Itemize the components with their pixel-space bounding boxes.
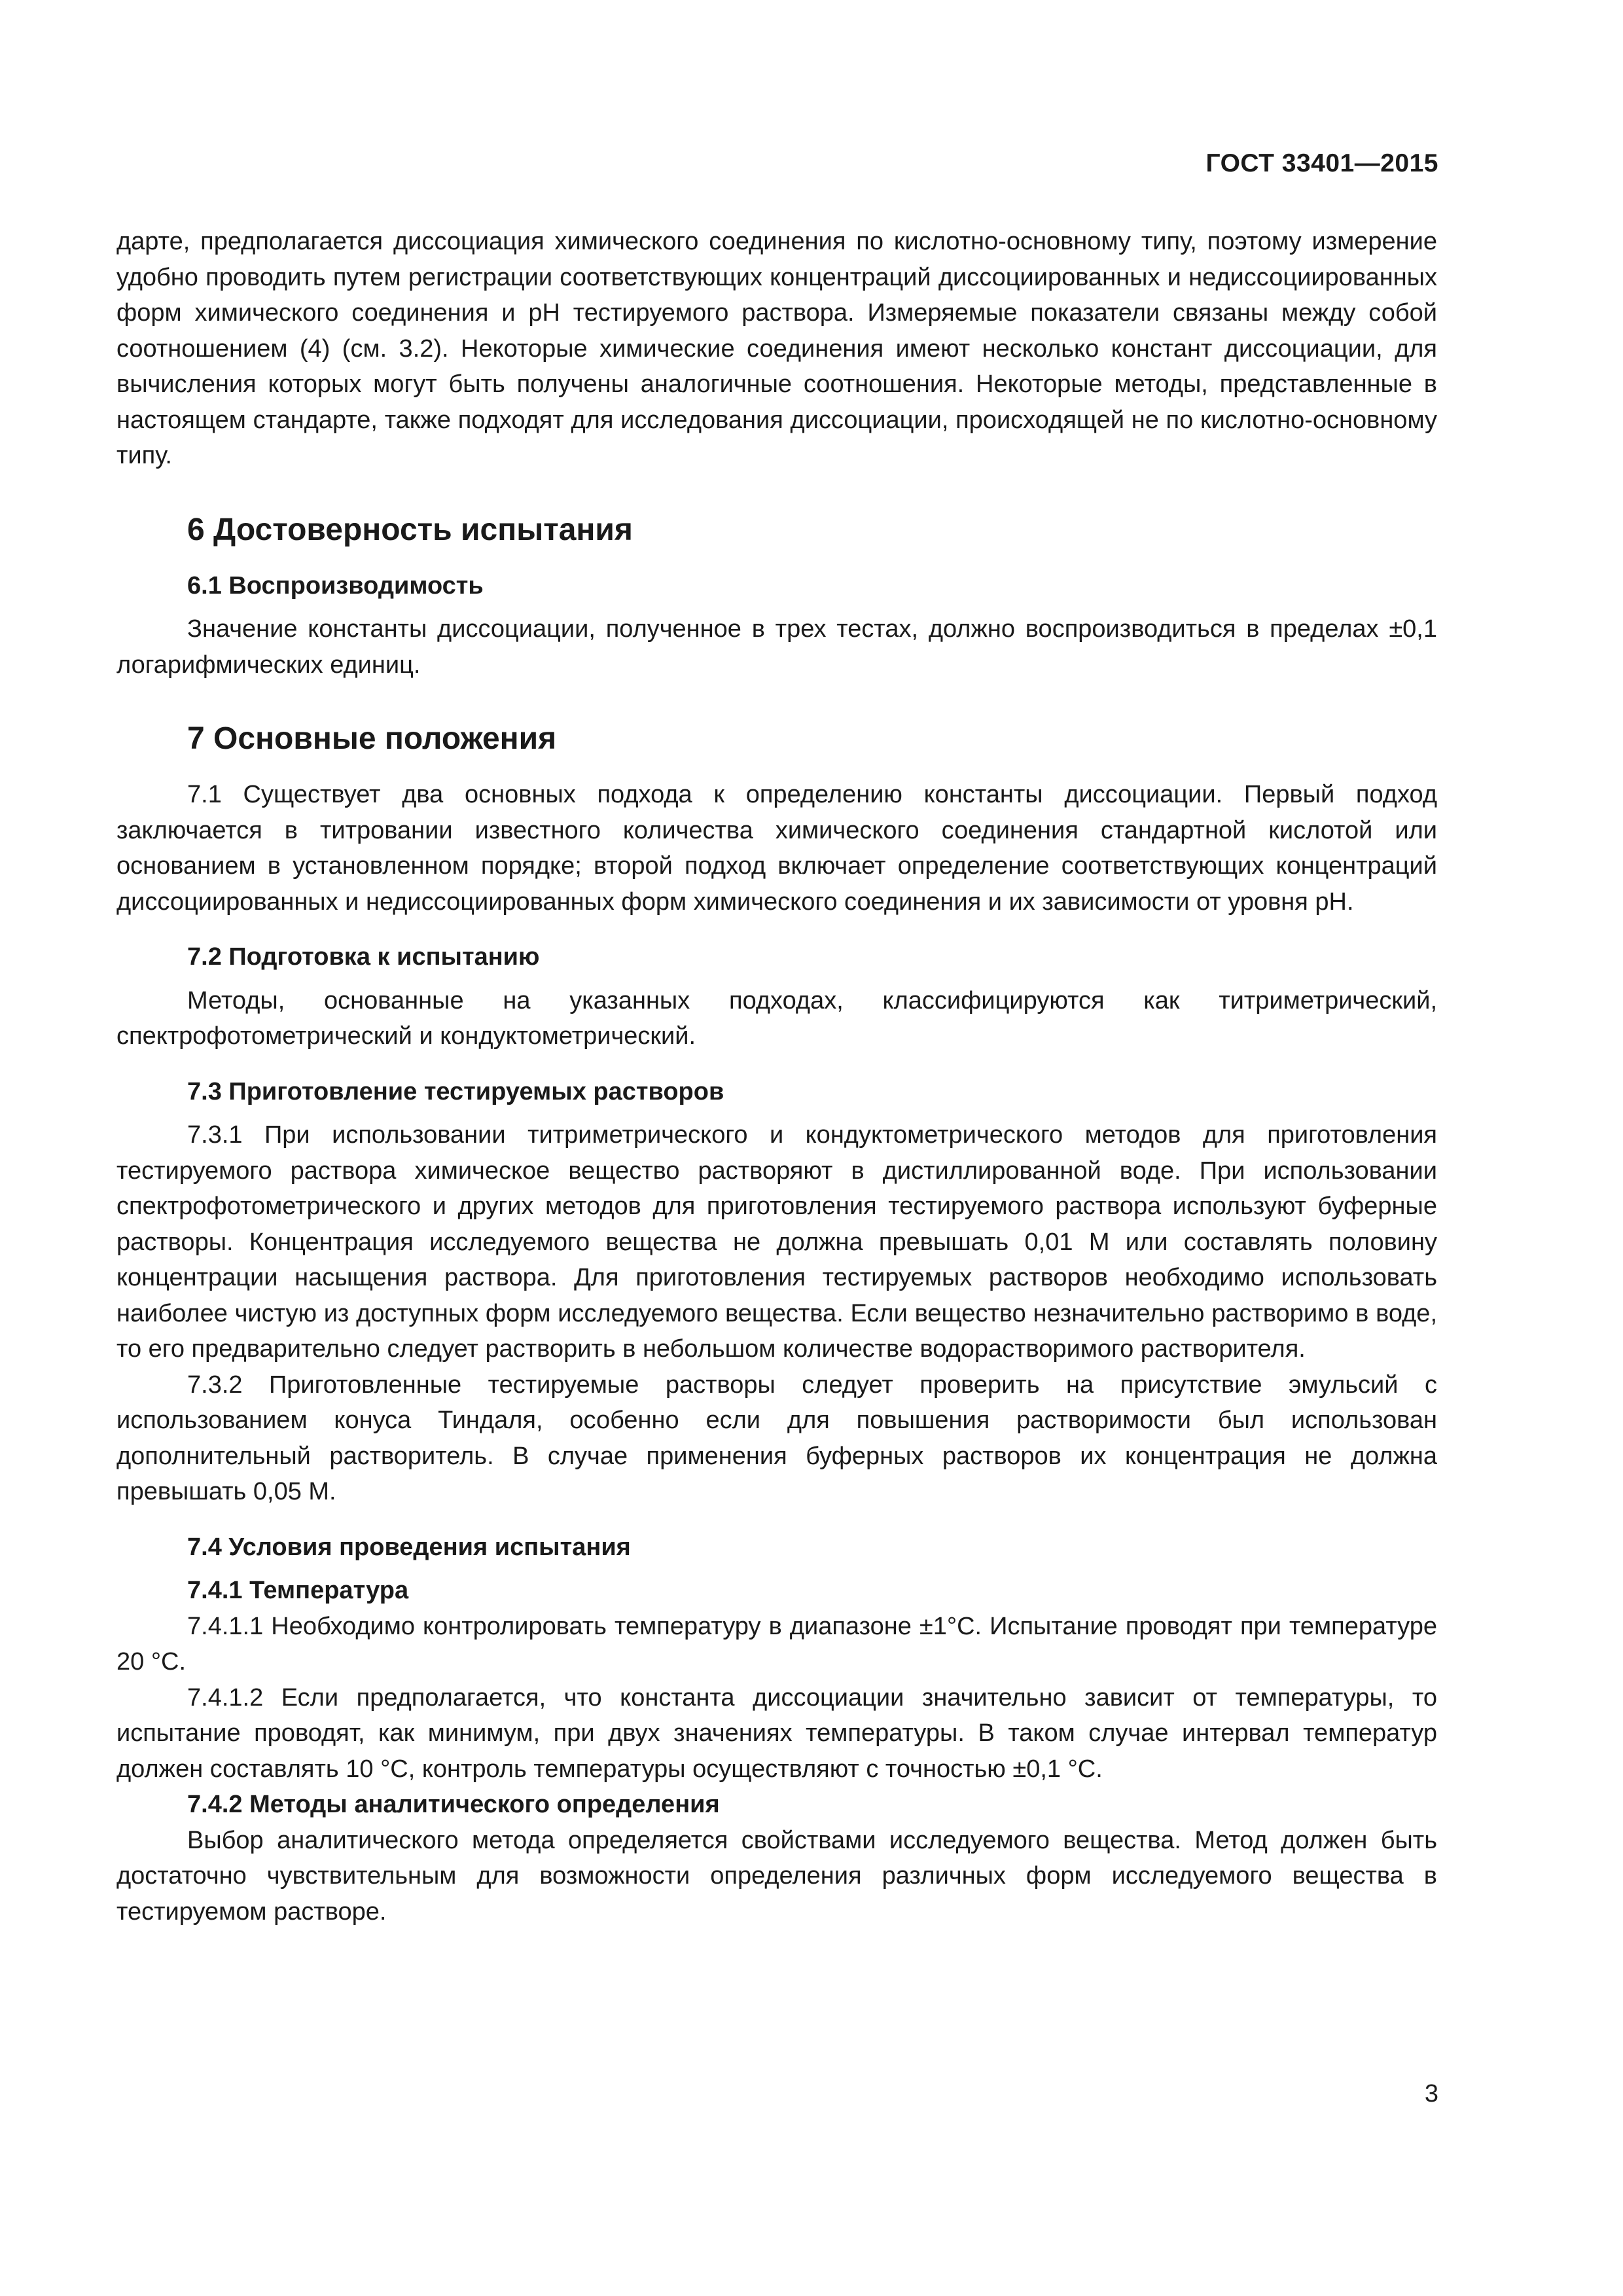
section-6-1-heading: 6.1 Воспроизводимость	[187, 571, 484, 600]
page-content	[116, 224, 1437, 1929]
section-6-heading: 6 Достоверность испытания	[187, 512, 633, 547]
section-7-2-heading: 7.2 Подготовка к испытанию	[187, 943, 540, 971]
page-number: 3	[1424, 2080, 1438, 2108]
section-7-4-2-paragraph: Выбор аналитического метода определяется свойствами исследуемого вещества. Метод должен быть достаточно чувствительным для возможности определения различных форм исследуемого вещества в тестируемом растворе.	[116, 1826, 1437, 1926]
section-6-1-paragraph: Значение константы диссоциации, полученное в трех тестах, должно воспроизводиться в пределах ±0,1 логарифмических единиц.	[116, 615, 1437, 679]
section-7-3-2-paragraph: 7.3.2 Приготовленные тестируемые растворы следует проверить на присутствие эмульсий с использованием конуса Тиндаля, особенно если для повышения растворимости был использован дополнительный растворитель. В случае применения буферных растворов их концентрация не должна превышать 0,05 М.	[116, 1371, 1437, 1505]
intro-paragraph: дарте, предполагается диссоциация химического соединения по кислотно-основному типу, поэтому измерение удобно проводить путем регистрации соответствующих концентраций диссоциированных и недиссоциированных форм химического соединения и pH тестируемого раствора. Измеряемые показатели связаны между собой соотношением (4) (см. 3.2). Некоторые химические соединения имеют несколько констант диссоциации, для вычисления которых могут быть получены аналогичные соотношения. Некоторые методы, представленные в настоящем стандарте, также подходят для исследования диссоциации, происходящей не по кислотно-основному типу.	[116, 228, 1437, 469]
standard-code: ГОСТ 33401—2015	[1205, 149, 1438, 177]
section-7-4-2-heading: 7.4.2 Методы аналитического определения	[187, 1791, 720, 1818]
section-7-1-paragraph: 7.1 Существует два основных подхода к определению константы диссоциации. Первый подход заключается в титровании известного количества химического соединения стандартной кислотой или основанием в установленном порядке; второй подход включает определение соответствующих концентраций диссоциированных и недиссоциированных форм химического соединения и их зависимости от уровня pH.	[116, 781, 1437, 916]
section-7-3-heading: 7.3 Приготовление тестируемых растворов	[187, 1077, 724, 1105]
section-7-4-1-heading: 7.4.1 Температура	[187, 1577, 409, 1604]
section-7-heading: 7 Основные положения	[187, 721, 557, 756]
section-7-4-1-1-paragraph: 7.4.1.1 Необходимо контролировать температуру в диапазоне ±1°С. Испытание проводят при температуре 20 °С.	[116, 1612, 1437, 1676]
section-7-3-1-paragraph: 7.3.1 При использовании титриметрического и кондуктометрического методов для приготовления тестируемого раствора химическое вещество растворяют в дистиллированной воде. При использовании спектрофотометрического и других методов для приготовления тестируемого раствора используют буферные растворы. Концентрация исследуемого вещества не должна превышать 0,01 М или составлять половину концентрации насыщения раствора. Для приготовления тестируемых растворов необходимо использовать наиболее чистую из доступных форм исследуемого вещества. Если вещество незначительно растворимо в воде, то его предварительно следует растворить в небольшом количестве водорастворимого растворителя.	[116, 1121, 1437, 1363]
section-7-4-1-2-paragraph: 7.4.1.2 Если предполагается, что константа диссоциации значительно зависит от температуры, то испытание проводят, как минимум, при двух значениях температуры. В таком случае интервал температур должен составлять 10 °С, контроль температуры осуществляют с точностью ±0,1 °С.	[116, 1683, 1437, 1783]
section-7-4-heading: 7.4 Условия проведения испытания	[187, 1533, 631, 1561]
section-7-2-paragraph: Методы, основанные на указанных подходах, классифицируются как титриметрический, спектрофотометрический и кондуктометрический.	[116, 986, 1437, 1050]
